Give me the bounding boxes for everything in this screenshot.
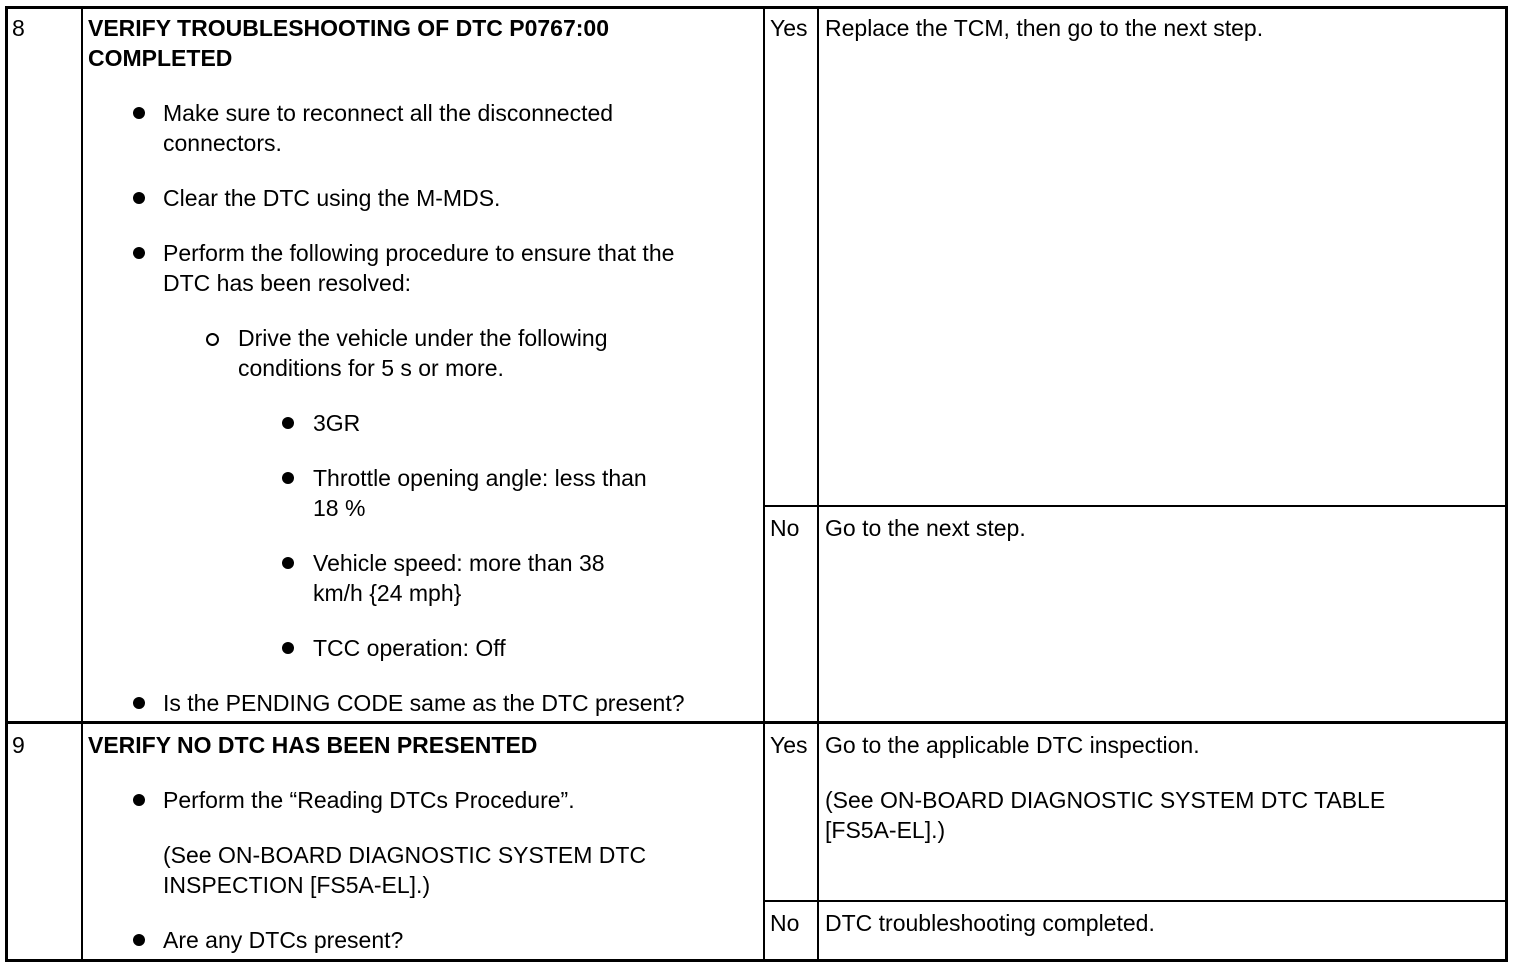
bullet-icon <box>133 934 145 946</box>
row-divider-8-yes-no <box>763 505 1508 507</box>
step-instruction: Clear the DTC using the M-MDS. <box>163 185 501 211</box>
step-number: 9 <box>12 732 25 758</box>
row-divider-9-yes-no <box>763 900 1508 902</box>
bullet-icon <box>282 557 294 569</box>
bullet-icon <box>282 417 294 429</box>
bullet-icon <box>282 472 294 484</box>
column-divider-step <box>763 6 765 962</box>
column-divider-number <box>81 6 83 962</box>
step-instruction: connectors. <box>163 130 282 156</box>
bullet-icon <box>133 697 145 709</box>
column-divider-answer <box>817 6 819 962</box>
step-number: 8 <box>12 15 25 41</box>
step-question: Is the PENDING CODE same as the DTC present? <box>163 690 685 716</box>
yes-action: Go to the applicable DTC inspection. <box>825 732 1200 758</box>
reference-link[interactable]: (See ON-BOARD DIAGNOSTIC SYSTEM DTC <box>163 842 647 868</box>
sub-instruction: Drive the vehicle under the following <box>238 325 608 351</box>
bullet-icon <box>133 192 145 204</box>
no-action: DTC troubleshooting completed. <box>825 910 1155 936</box>
drive-condition: 3GR <box>313 410 361 436</box>
step-instruction: DTC has been resolved: <box>163 270 412 296</box>
no-action: Go to the next step. <box>825 515 1026 541</box>
step-instruction: Perform the following procedure to ensure that the <box>163 240 675 266</box>
reference-link[interactable]: [FS5A-EL].) <box>825 817 946 843</box>
row-divider-8-9 <box>5 721 1508 724</box>
step-instruction: Make sure to reconnect all the disconnected <box>163 100 614 126</box>
reference-link[interactable]: (See ON-BOARD DIAGNOSTIC SYSTEM DTC TABLE <box>825 787 1386 813</box>
drive-condition: 18 % <box>313 495 366 521</box>
yes-label: Yes <box>770 15 808 41</box>
step-instruction: Perform the “Reading DTCs Procedure”. <box>163 787 575 813</box>
yes-action: Replace the TCM, then go to the next step. <box>825 15 1264 41</box>
reference-link[interactable]: INSPECTION [FS5A-EL].) <box>163 872 431 898</box>
step-title: COMPLETED <box>88 45 233 71</box>
drive-condition: TCC operation: Off <box>313 635 506 661</box>
no-label: No <box>770 515 800 541</box>
hollow-bullet-icon <box>206 333 219 346</box>
bullet-icon <box>282 642 294 654</box>
step-title: VERIFY TROUBLESHOOTING OF DTC P0767:00 <box>88 15 610 41</box>
step-question: Are any DTCs present? <box>163 927 404 953</box>
drive-condition: Throttle opening angle: less than <box>313 465 647 491</box>
bullet-icon <box>133 794 145 806</box>
drive-condition: Vehicle speed: more than 38 <box>313 550 605 576</box>
bullet-icon <box>133 247 145 259</box>
step-title: VERIFY NO DTC HAS BEEN PRESENTED <box>88 732 538 758</box>
drive-condition: km/h {24 mph} <box>313 580 462 606</box>
yes-label: Yes <box>770 732 808 758</box>
bullet-icon <box>133 107 145 119</box>
no-label: No <box>770 910 800 936</box>
sub-instruction: conditions for 5 s or more. <box>238 355 504 381</box>
